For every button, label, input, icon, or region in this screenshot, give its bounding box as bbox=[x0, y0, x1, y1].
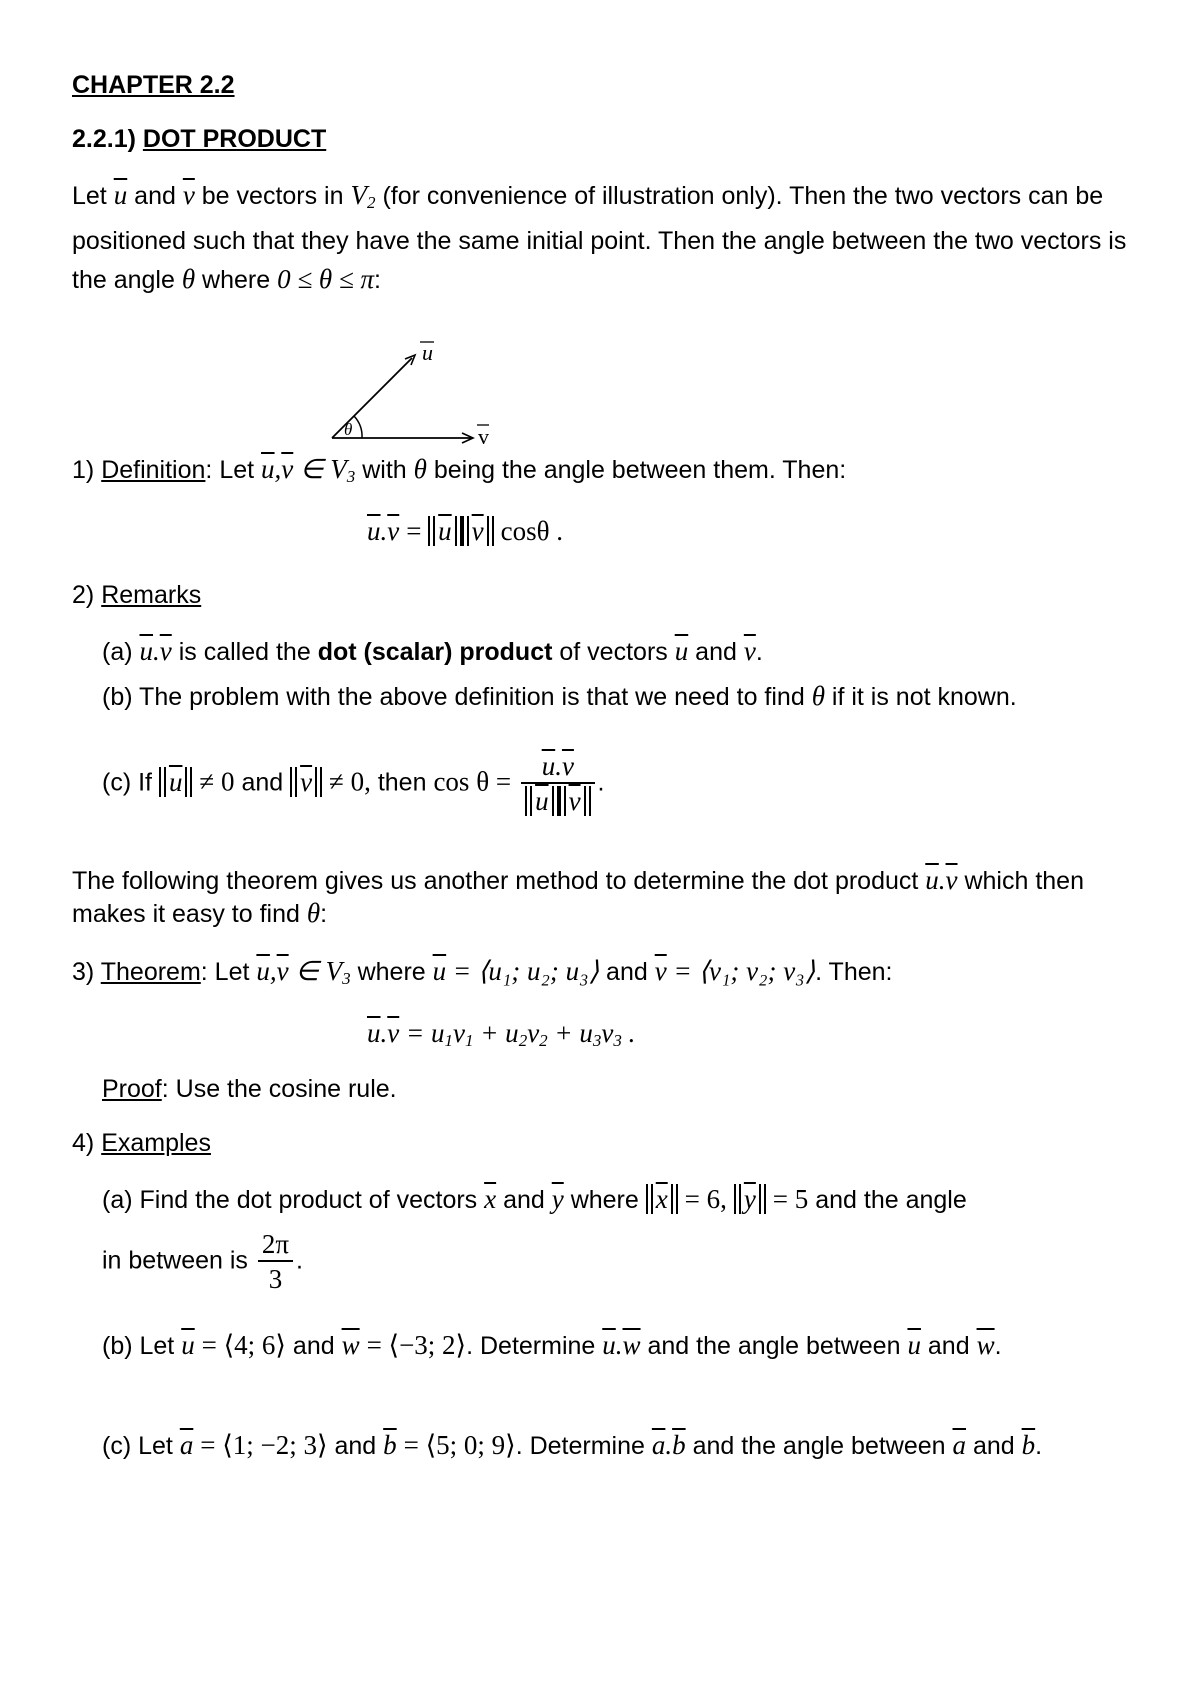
theorem-intro: The following theorem gives us another method to determine the dot product $\overline{u}.\overline{v}$ which then makes it easy to find θ: bbox=[72, 865, 1084, 928]
remark-c: (c) If $\overline{u} \ne 0$ and $\overline{v} \ne 0$, then cos θ = $\frac{\overline{u}.\overline{v}}{\overline{u} \overline{v}}$ . bbox=[102, 751, 605, 816]
example-a-line2: in between is $\frac{2\pi}{3}$ . bbox=[102, 1229, 303, 1294]
example-b: (b) Let $\overline{u}$ = ⟨4; 6⟩ and $\overline{w}$ = ⟨−3; 2⟩. Determine $\overline{u}.\overline{w}$ and the angle between $\overline{u}$ and $\overline{w}$. bbox=[102, 1330, 1002, 1360]
example-c: (c) Let $\overline{a}$ = ⟨1; −2; 3⟩ and $\overline{b}$ = ⟨5; 0; 9⟩. Determine $\overline{a}.\overline{b}$ and the angle between $\overline{a}$ and $\overline{b}$. bbox=[102, 1430, 1043, 1460]
cos-fraction: $\frac{\overline{u}.\overline{v}}{\overline{u} \overline{v}}$ bbox=[521, 750, 594, 818]
remarks-heading: 2) Remarks bbox=[72, 581, 202, 609]
intro-paragraph: Let $\overline{u}$ and $\overline{v}$ be vectors in $V_2$ (for convenience of illustration only). Then the two vectors can be positioned such that they have the same initial point. Then the angle between the two vectors is the angle θ where 0 ≤ θ ≤ π: bbox=[72, 180, 1127, 294]
example-a-line1: (a) Find the dot product of vectors $\overline{x}$ and $\overline{y}$ where $\overline{x} = 6$, $\overline{y} = 5$ and the angle bbox=[102, 1184, 967, 1214]
vector-angle-figure bbox=[312, 328, 552, 458]
definition-line: 1) Definition: Let $\overline{u},\overline{v}$ ∈ $V_3$ with θ being the angle between them. Then: bbox=[72, 454, 847, 486]
definition-formula: $\overline{u}.\overline{v} = \overline{u}$ $\overline{v}$ cosθ . bbox=[367, 516, 564, 546]
remark-b: (b) The problem with the above definition is that we need to find θ if it is not known. bbox=[102, 681, 1017, 711]
vector-u-label: u bbox=[422, 340, 433, 365]
section-heading: 2.2.1) DOT PRODUCT bbox=[72, 125, 327, 153]
vector-v-label: v bbox=[478, 424, 489, 449]
theorem-line: 3) Theorem: Let $\overline{u},\overline{v}$ ∈ $V_3$ where $\overline{u}$ = ⟨u₁; u₂; u₃⟩ and $\overline{v}$ = ⟨v₁; v₂; v₃⟩. Then: bbox=[72, 956, 893, 988]
two-pi-over-three: $\frac{2\pi}{3}$ bbox=[258, 1228, 293, 1296]
remark-a: (a) $\overline{u}.\overline{v}$ is called the dot (scalar) product of vectors $\overline{u}$ and $\overline{v}$. bbox=[102, 636, 763, 666]
proof-line: Proof: Use the cosine rule. bbox=[102, 1075, 397, 1103]
chapter-title: CHAPTER 2.2 bbox=[72, 71, 235, 99]
examples-heading: 4) Examples bbox=[72, 1129, 211, 1157]
angle-arc bbox=[354, 416, 362, 438]
theorem-formula: $\overline{u}.\overline{v} = u_1v_1 + u_2v_2 + u_3v_3$ . bbox=[367, 1018, 636, 1050]
angle-theta-label: θ bbox=[344, 420, 353, 439]
